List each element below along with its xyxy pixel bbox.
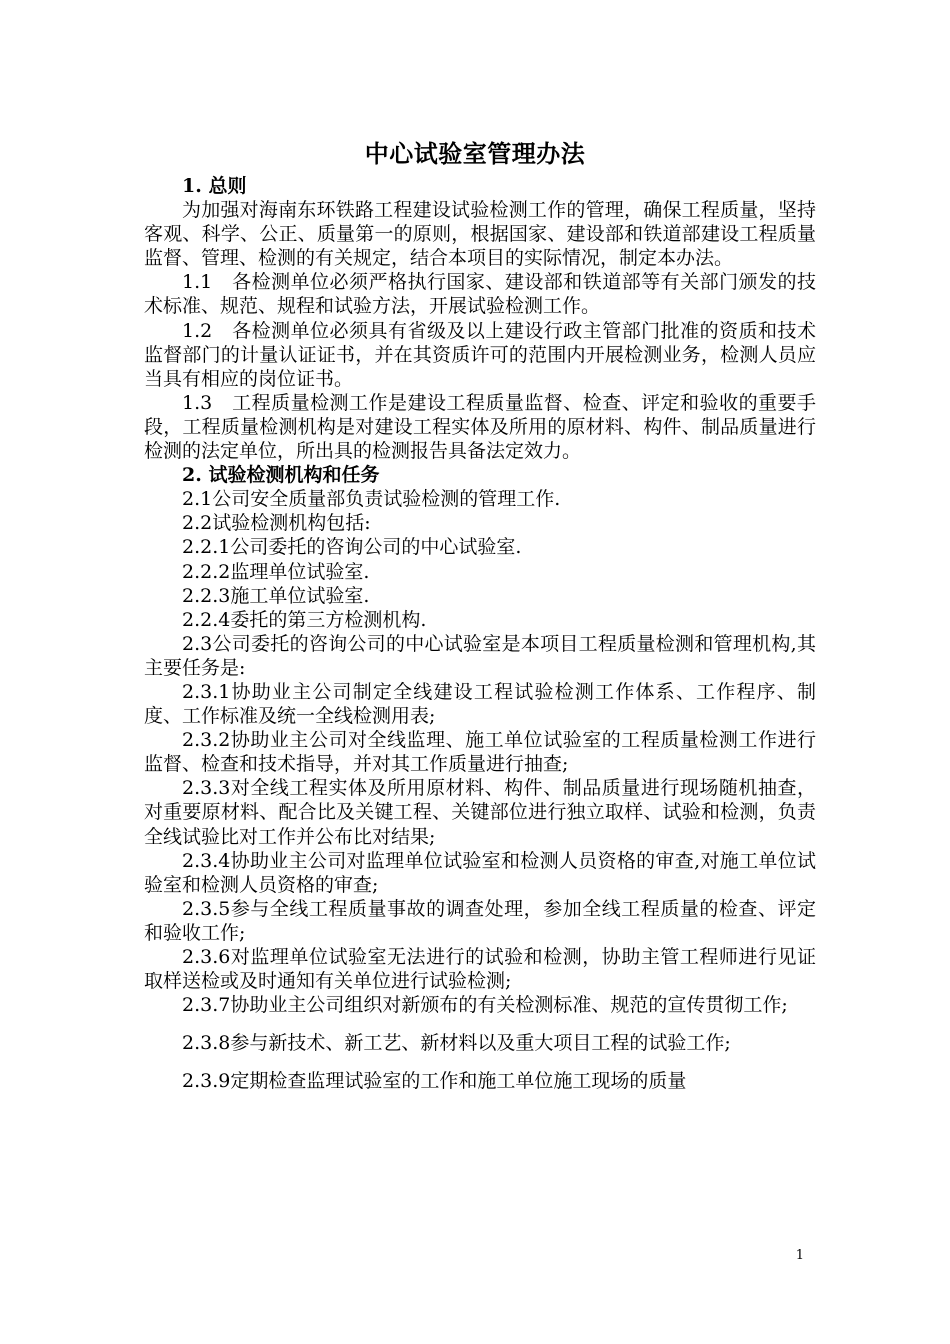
paragraph: 2.2.3施工单位试验室. (182, 584, 370, 607)
paragraph: 2.3.9定期检查监理试验室的工作和施工单位施工现场的质量 (182, 1070, 687, 1093)
paragraph: 2.3.8参与新技术、新工艺、新材料以及重大项目工程的试验工作; (182, 1032, 731, 1055)
paragraph: 2.3公司委托的咨询公司的中心试验室是本项目工程质量检测和管理机构,其主要任务是: (144, 632, 816, 679)
paragraph: 2.2.1公司委托的咨询公司的中心试验室. (182, 536, 522, 559)
paragraph: 2.2.2监理单位试验室. (182, 560, 370, 583)
paragraph: 1.2 各检测单位必须具有省级及以上建设行政主管部门批准的资质和技术监督部门的计量认证证书，并在其资质许可的范围内开展检测业务，检测人员应当具有相应的岗位证书。 (144, 319, 816, 390)
document-title: 中心试验室管理办法 (364, 139, 586, 168)
paragraph: 2.1公司安全质量部负责试验检测的管理工作. (182, 488, 561, 511)
paragraph: 2.2.4委托的第三方检测机构. (182, 608, 427, 631)
section-heading-1: 1. 总则 (182, 175, 247, 197)
paragraph: 2.2试验检测机构包括: (182, 512, 371, 535)
paragraph: 2.3.4协助业主公司对监理单位试验室和检测人员资格的审查,对施工单位试验室和检测人员资格的审查; (144, 849, 816, 896)
paragraph: 2.3.6对监理单位试验室无法进行的试验和检测，协助主管工程师进行见证取样送检或及时通知有关单位进行试验检测; (144, 946, 816, 993)
paragraph: 2.3.7协助业主公司组织对新颁布的有关检测标准、规范的宣传贯彻工作; (182, 994, 788, 1017)
document-body (144, 174, 816, 1093)
paragraph: 1.3 工程质量检测工作是建设工程质量监督、检查、评定和验收的重要手段，工程质量检测机构是对建设工程实体及所用的原材料、构件、制品质量进行检测的法定单位，所出具的检测报告具备法定效力。 (144, 391, 816, 463)
paragraph: 2.3.2协助业主公司对全线监理、施工单位试验室的工程质量检测工作进行监督、检查和技术指导，并对其工作质量进行抽查; (144, 729, 816, 776)
paragraph: 为加强对海南东环铁路工程建设试验检测工作的管理，确保工程质量，坚持客观、科学、公正、质量第一的原则，根据国家、建设部和铁道部建设工程质量监督、管理、检测的有关规定，结合本项目的实际情况，制定本办法。 (144, 199, 816, 270)
section-heading-2: 2. 试验检测机构和任务 (182, 464, 380, 487)
paragraph: 2.3.1协助业主公司制定全线建设工程试验检测工作体系、工作程序、制度、工作标准及统一全线检测用表; (144, 680, 816, 728)
paragraph: 2.3.3对全线工程实体及所用原材料、构件、制品质量进行现场随机抽查，对重要原材料、配合比及关键工程、关键部位进行独立取样、试验和检测，负责全线试验比对工作并公布比对结果; (144, 777, 816, 848)
paragraph: 2.3.5参与全线工程质量事故的调查处理，参加全线工程质量的检查、评定和验收工作; (144, 897, 816, 944)
paragraph: 1.1 各检测单位必须严格执行国家、建设部和铁道部等有关部门颁发的技术标准、规范、规程和试验方法，开展试验检测工作。 (144, 271, 816, 318)
page-number: 1 (795, 1248, 804, 1263)
